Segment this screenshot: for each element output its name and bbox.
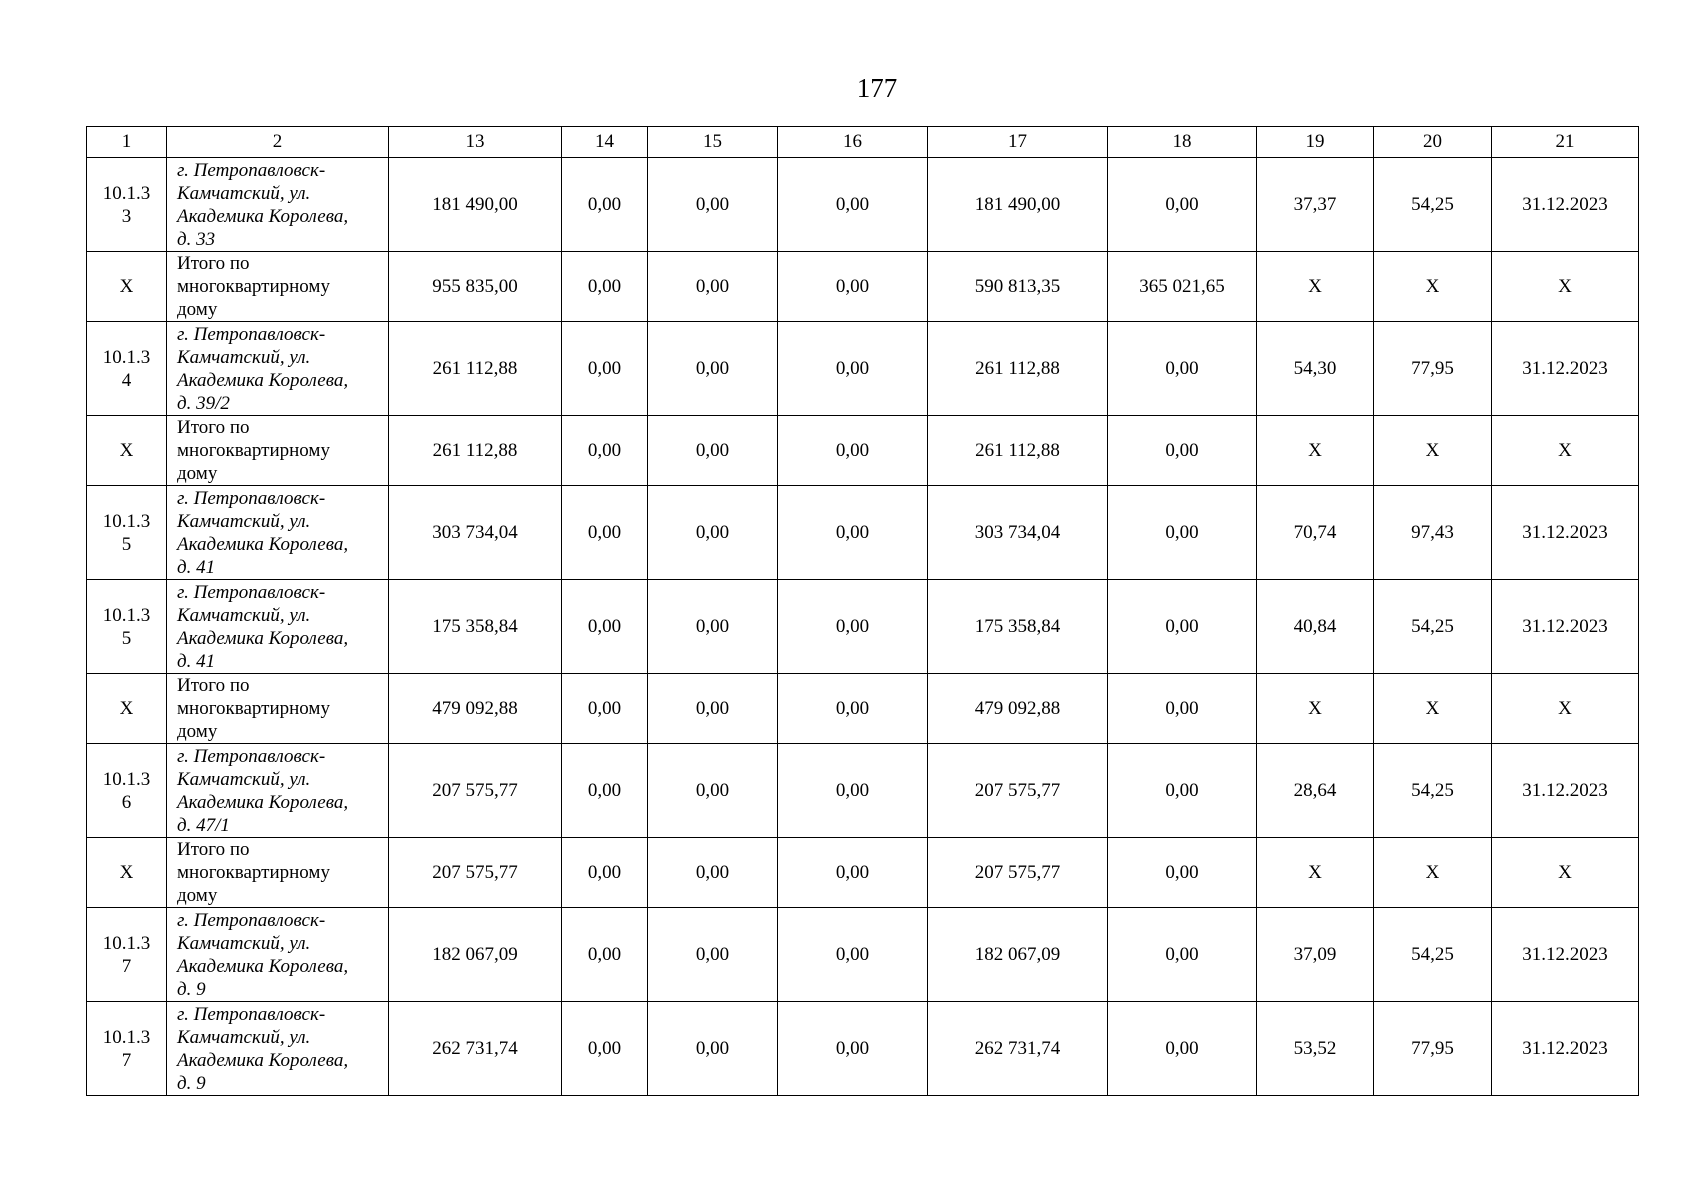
value-cell-21: Х: [1492, 252, 1639, 322]
value-cell-19: Х: [1257, 674, 1374, 744]
column-header: 15: [648, 127, 778, 158]
value-cell-14: 0,00: [562, 744, 648, 838]
column-header: 20: [1374, 127, 1492, 158]
value-cell-15: 0,00: [648, 252, 778, 322]
row-number-cell: [87, 580, 167, 674]
value-cell-17: 303 734,04: [928, 486, 1108, 580]
row-number-line: Х: [119, 276, 134, 297]
total-label-line: многоквартирному: [177, 862, 330, 883]
address-line: Академика Королева,: [177, 791, 349, 813]
address-line: г. Петропавловск-: [177, 1003, 326, 1025]
table-row-address: [87, 1002, 1639, 1096]
value-cell-21: 31.12.2023: [1492, 486, 1639, 580]
value-cell-21: 31.12.2023: [1492, 580, 1639, 674]
value-cell-14: 0,00: [562, 580, 648, 674]
total-label-cell: [167, 416, 389, 486]
total-label-line: многоквартирному: [177, 698, 330, 719]
value-cell-18: 0,00: [1108, 908, 1257, 1002]
row-number-line: 7: [121, 955, 132, 977]
total-label-line: многоквартирному: [177, 440, 330, 461]
value-cell-14: 0,00: [562, 838, 648, 908]
address-line: д. 9: [177, 978, 206, 1000]
value-cell-21: 31.12.2023: [1492, 1002, 1639, 1096]
total-label-line: Итого по: [177, 417, 250, 438]
value-cell-20: Х: [1374, 416, 1492, 486]
address-line: д. 39/2: [177, 392, 230, 414]
address-line: Академика Королева,: [177, 955, 349, 977]
address-cell: [167, 158, 389, 252]
column-header: 18: [1108, 127, 1257, 158]
value-cell-14: 0,00: [562, 1002, 648, 1096]
address-line: Камчатский, ул.: [177, 346, 311, 368]
value-cell-20: 54,25: [1374, 908, 1492, 1002]
value-cell-19: Х: [1257, 252, 1374, 322]
column-header: 2: [167, 127, 389, 158]
row-number-cell: [87, 416, 167, 486]
total-label-line: Итого по: [177, 839, 250, 860]
value-cell-17: 261 112,88: [928, 322, 1108, 416]
address-cell: [167, 1002, 389, 1096]
row-number-cell: [87, 1002, 167, 1096]
address-line: Камчатский, ул.: [177, 768, 311, 790]
value-cell-14: 0,00: [562, 252, 648, 322]
value-cell-17: 479 092,88: [928, 674, 1108, 744]
row-number-line: 10.1.3: [102, 932, 151, 954]
table-row-total: [87, 416, 1639, 486]
value-cell-19: 40,84: [1257, 580, 1374, 674]
value-cell-13: 182 067,09: [389, 908, 562, 1002]
value-cell-18: 0,00: [1108, 580, 1257, 674]
address-cell: [167, 744, 389, 838]
total-label-line: Итого по: [177, 675, 250, 696]
address-line: д. 41: [177, 556, 216, 578]
address-line: Академика Королева,: [177, 627, 349, 649]
value-cell-17: 261 112,88: [928, 416, 1108, 486]
value-cell-16: 0,00: [778, 674, 928, 744]
total-label-line: многоквартирному: [177, 276, 330, 297]
value-cell-18: 0,00: [1108, 486, 1257, 580]
row-number-line: 4: [121, 369, 132, 391]
total-label-line: дому: [177, 463, 218, 484]
row-number-cell: [87, 744, 167, 838]
value-cell-17: 181 490,00: [928, 158, 1108, 252]
column-header: 1: [87, 127, 167, 158]
address-line: г. Петропавловск-: [177, 581, 326, 603]
value-cell-19: 37,09: [1257, 908, 1374, 1002]
value-cell-21: 31.12.2023: [1492, 744, 1639, 838]
address-line: Камчатский, ул.: [177, 1026, 311, 1048]
row-number-line: 5: [121, 627, 132, 649]
address-line: г. Петропавловск-: [177, 159, 326, 181]
value-cell-18: 365 021,65: [1108, 252, 1257, 322]
value-cell-15: 0,00: [648, 744, 778, 838]
value-cell-21: Х: [1492, 674, 1639, 744]
value-cell-13: 207 575,77: [389, 744, 562, 838]
value-cell-16: 0,00: [778, 322, 928, 416]
value-cell-21: 31.12.2023: [1492, 158, 1639, 252]
value-cell-21: Х: [1492, 416, 1639, 486]
address-line: Камчатский, ул.: [177, 510, 311, 532]
address-line: г. Петропавловск-: [177, 909, 326, 931]
row-number-line: 10.1.3: [102, 346, 151, 368]
row-number-line: 5: [121, 533, 132, 555]
value-cell-20: 77,95: [1374, 1002, 1492, 1096]
value-cell-16: 0,00: [778, 252, 928, 322]
column-header: 17: [928, 127, 1108, 158]
value-cell-19: 53,52: [1257, 1002, 1374, 1096]
value-cell-20: 97,43: [1374, 486, 1492, 580]
table-row-total: [87, 252, 1639, 322]
value-cell-13: 303 734,04: [389, 486, 562, 580]
value-cell-15: 0,00: [648, 322, 778, 416]
value-cell-13: 175 358,84: [389, 580, 562, 674]
total-label-cell: [167, 838, 389, 908]
value-cell-15: 0,00: [648, 1002, 778, 1096]
row-number-line: 6: [121, 791, 132, 813]
address-line: г. Петропавловск-: [177, 745, 326, 767]
value-cell-17: 175 358,84: [928, 580, 1108, 674]
row-number-cell: [87, 252, 167, 322]
value-cell-20: 54,25: [1374, 744, 1492, 838]
value-cell-16: 0,00: [778, 838, 928, 908]
value-cell-16: 0,00: [778, 416, 928, 486]
data-table: [86, 126, 1639, 1096]
value-cell-16: 0,00: [778, 158, 928, 252]
value-cell-17: 590 813,35: [928, 252, 1108, 322]
value-cell-14: 0,00: [562, 158, 648, 252]
row-number-line: Х: [119, 862, 134, 883]
row-number-line: Х: [119, 440, 134, 461]
value-cell-21: 31.12.2023: [1492, 908, 1639, 1002]
value-cell-19: 37,37: [1257, 158, 1374, 252]
value-cell-18: 0,00: [1108, 674, 1257, 744]
table-row-address: [87, 322, 1639, 416]
value-cell-15: 0,00: [648, 416, 778, 486]
total-label-line: дому: [177, 885, 218, 906]
address-line: г. Петропавловск-: [177, 487, 326, 509]
table-row-address: [87, 486, 1639, 580]
table-body: [87, 158, 1639, 1096]
value-cell-13: 181 490,00: [389, 158, 562, 252]
value-cell-18: 0,00: [1108, 838, 1257, 908]
value-cell-17: 182 067,09: [928, 908, 1108, 1002]
value-cell-13: 479 092,88: [389, 674, 562, 744]
address-line: Академика Королева,: [177, 1049, 349, 1071]
total-label-cell: [167, 674, 389, 744]
value-cell-16: 0,00: [778, 486, 928, 580]
table-row-total: [87, 674, 1639, 744]
row-number-line: 10.1.3: [102, 510, 151, 532]
value-cell-17: 207 575,77: [928, 744, 1108, 838]
table-row-total: [87, 838, 1639, 908]
row-number-line: Х: [119, 698, 134, 719]
address-line: Камчатский, ул.: [177, 182, 311, 204]
row-number-cell: [87, 322, 167, 416]
table-row-address: [87, 580, 1639, 674]
value-cell-20: Х: [1374, 674, 1492, 744]
value-cell-16: 0,00: [778, 1002, 928, 1096]
table-row-address: [87, 908, 1639, 1002]
value-cell-21: Х: [1492, 838, 1639, 908]
value-cell-15: 0,00: [648, 158, 778, 252]
value-cell-18: 0,00: [1108, 416, 1257, 486]
value-cell-14: 0,00: [562, 322, 648, 416]
value-cell-17: 262 731,74: [928, 1002, 1108, 1096]
value-cell-14: 0,00: [562, 416, 648, 486]
address-line: Академика Королева,: [177, 205, 349, 227]
row-number-cell: [87, 674, 167, 744]
value-cell-15: 0,00: [648, 486, 778, 580]
value-cell-20: 54,25: [1374, 580, 1492, 674]
table-row-address: [87, 158, 1639, 252]
total-label-line: Итого по: [177, 253, 250, 274]
value-cell-16: 0,00: [778, 744, 928, 838]
address-line: д. 33: [177, 228, 216, 250]
value-cell-16: 0,00: [778, 580, 928, 674]
value-cell-14: 0,00: [562, 674, 648, 744]
row-number-cell: [87, 838, 167, 908]
row-number-line: 10.1.3: [102, 182, 151, 204]
address-line: д. 47/1: [177, 814, 230, 836]
column-header: 13: [389, 127, 562, 158]
value-cell-17: 207 575,77: [928, 838, 1108, 908]
total-label-line: дому: [177, 299, 218, 320]
value-cell-14: 0,00: [562, 908, 648, 1002]
row-number-cell: [87, 158, 167, 252]
value-cell-18: 0,00: [1108, 744, 1257, 838]
value-cell-13: 207 575,77: [389, 838, 562, 908]
column-header: 21: [1492, 127, 1639, 158]
value-cell-16: 0,00: [778, 908, 928, 1002]
row-number-line: 10.1.3: [102, 604, 151, 626]
value-cell-14: 0,00: [562, 486, 648, 580]
column-header: 19: [1257, 127, 1374, 158]
address-line: Академика Королева,: [177, 369, 349, 391]
row-number-line: 10.1.3: [102, 1026, 151, 1048]
value-cell-18: 0,00: [1108, 1002, 1257, 1096]
value-cell-19: 54,30: [1257, 322, 1374, 416]
value-cell-18: 0,00: [1108, 158, 1257, 252]
column-header: 14: [562, 127, 648, 158]
address-cell: [167, 908, 389, 1002]
value-cell-13: 262 731,74: [389, 1002, 562, 1096]
address-line: д. 9: [177, 1072, 206, 1094]
address-line: Камчатский, ул.: [177, 604, 311, 626]
value-cell-13: 261 112,88: [389, 322, 562, 416]
column-header: 16: [778, 127, 928, 158]
row-number-line: 10.1.3: [102, 768, 151, 790]
row-number-cell: [87, 486, 167, 580]
value-cell-18: 0,00: [1108, 322, 1257, 416]
row-number-line: 3: [121, 205, 132, 227]
address-line: Академика Королева,: [177, 533, 349, 555]
value-cell-19: 70,74: [1257, 486, 1374, 580]
value-cell-20: 54,25: [1374, 158, 1492, 252]
address-cell: [167, 580, 389, 674]
address-cell: [167, 486, 389, 580]
total-label-line: дому: [177, 721, 218, 742]
value-cell-13: 261 112,88: [389, 416, 562, 486]
value-cell-19: 28,64: [1257, 744, 1374, 838]
value-cell-15: 0,00: [648, 674, 778, 744]
value-cell-20: 77,95: [1374, 322, 1492, 416]
address-line: Камчатский, ул.: [177, 932, 311, 954]
total-label-cell: [167, 252, 389, 322]
value-cell-21: 31.12.2023: [1492, 322, 1639, 416]
value-cell-19: Х: [1257, 838, 1374, 908]
value-cell-15: 0,00: [648, 838, 778, 908]
row-number-cell: [87, 908, 167, 1002]
header-row: [87, 127, 1639, 158]
value-cell-15: 0,00: [648, 908, 778, 1002]
table-row-address: [87, 744, 1639, 838]
row-number-line: 7: [121, 1049, 132, 1071]
value-cell-20: Х: [1374, 838, 1492, 908]
address-cell: [167, 322, 389, 416]
value-cell-15: 0,00: [648, 580, 778, 674]
address-line: д. 41: [177, 650, 216, 672]
value-cell-19: Х: [1257, 416, 1374, 486]
page-number: 177: [856, 73, 898, 103]
value-cell-13: 955 835,00: [389, 252, 562, 322]
address-line: г. Петропавловск-: [177, 323, 326, 345]
value-cell-20: Х: [1374, 252, 1492, 322]
